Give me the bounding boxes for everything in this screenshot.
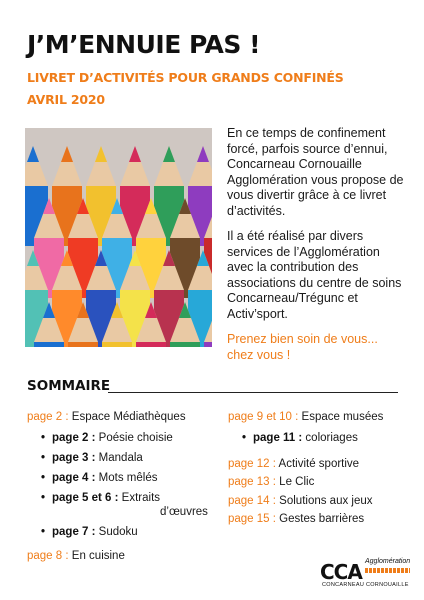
intro-paragraph-2: Il a été réalisé par divers services de l’Agglomération avec la contribution des associations du centre de soins Concarneau/Trégunc et Activ’sport. xyxy=(227,229,402,321)
toc-page: page 12 : xyxy=(228,458,276,470)
toc-label: Extraits xyxy=(121,492,161,504)
toc-label-continuation: d’œuvres xyxy=(160,506,208,518)
toc-page: page 9 et 10 : xyxy=(228,411,299,423)
toc-entry[interactable] xyxy=(41,491,160,505)
toc-label: Gestes barrières xyxy=(279,513,365,525)
toc-page: page 14 : xyxy=(228,495,276,507)
toc-label: Activité sportive xyxy=(278,458,360,470)
toc-page: page 8 : xyxy=(27,550,69,562)
toc-page: page 5 et 6 : xyxy=(52,492,119,504)
intro-text xyxy=(227,126,405,373)
toc-page: page 4 : xyxy=(52,472,96,484)
toc-entry[interactable] xyxy=(41,431,173,445)
toc-entry[interactable] xyxy=(41,471,157,485)
toc-entry[interactable] xyxy=(228,512,364,526)
logo-letters: CCA xyxy=(320,560,362,584)
toc-label: Solutions aux jeux xyxy=(279,495,373,507)
cca-logo xyxy=(320,558,412,590)
sommaire-divider xyxy=(108,392,398,393)
pencil-body xyxy=(170,342,200,347)
toc-label: En cuisine xyxy=(71,550,125,562)
pencil-body xyxy=(204,342,212,347)
pencil-body xyxy=(34,342,64,347)
toc-page: page 2 : xyxy=(52,432,96,444)
toc-entry[interactable] xyxy=(228,475,314,489)
toc-page: page 7 : xyxy=(52,526,96,538)
toc-page: page 11 : xyxy=(253,432,303,444)
toc-page: page 2 : xyxy=(27,411,69,423)
toc-label: coloriages xyxy=(305,432,358,444)
toc-entry[interactable] xyxy=(228,457,359,471)
bullet-icon: • xyxy=(41,492,46,504)
toc-page: page 15 : xyxy=(228,513,276,525)
bullet-icon: • xyxy=(41,526,46,538)
toc-label: Espace musées xyxy=(301,411,384,423)
toc-entry[interactable] xyxy=(41,525,138,539)
pencil-body xyxy=(68,342,98,347)
intro-closing: Prenez bien soin de vous... chez vous ! xyxy=(227,332,378,362)
toc-entry[interactable] xyxy=(228,410,383,424)
bullet-icon: • xyxy=(41,452,46,464)
toc-entry[interactable] xyxy=(41,451,143,465)
logo-stripe xyxy=(365,568,410,573)
colored-pencils-photo xyxy=(25,128,212,347)
bullet-icon: • xyxy=(41,472,46,484)
toc-entry[interactable] xyxy=(27,549,125,563)
logo-word: Agglomération xyxy=(365,558,411,565)
logo-city: CONCARNEAU CORNOUAILLE xyxy=(322,582,409,588)
bullet-icon: • xyxy=(242,432,247,444)
toc-page: page 13 : xyxy=(228,476,276,488)
toc-label: Sudoku xyxy=(98,526,138,538)
toc-label: Poésie choisie xyxy=(98,432,173,444)
toc-label: Mots mêlés xyxy=(98,472,158,484)
pencil-body xyxy=(136,342,166,347)
toc-label: Espace Médiathèques xyxy=(71,411,186,423)
document-title: J’M’ENNUIE PAS ! xyxy=(27,30,260,59)
toc-entry[interactable] xyxy=(242,431,358,445)
document-subtitle: LIVRET D’ACTIVITÉS POUR GRANDS CONFINÉS xyxy=(27,70,344,85)
document-date: AVRIL 2020 xyxy=(27,92,105,107)
toc-entry[interactable] xyxy=(228,494,373,508)
intro-paragraph-1: En ce temps de confinement forcé, parfois source d’ennui, Concarneau Cornouaille Agglomération vous propose de vous divertir grâce à ce livret d’activités. xyxy=(227,126,404,218)
pencil-body xyxy=(102,342,132,347)
toc-label: Mandala xyxy=(98,452,143,464)
toc-page: page 3 : xyxy=(52,452,96,464)
toc-entry[interactable] xyxy=(27,410,186,424)
bullet-icon: • xyxy=(41,432,46,444)
sommaire-heading: SOMMAIRE xyxy=(27,378,111,394)
toc-label: Le Clic xyxy=(279,476,315,488)
